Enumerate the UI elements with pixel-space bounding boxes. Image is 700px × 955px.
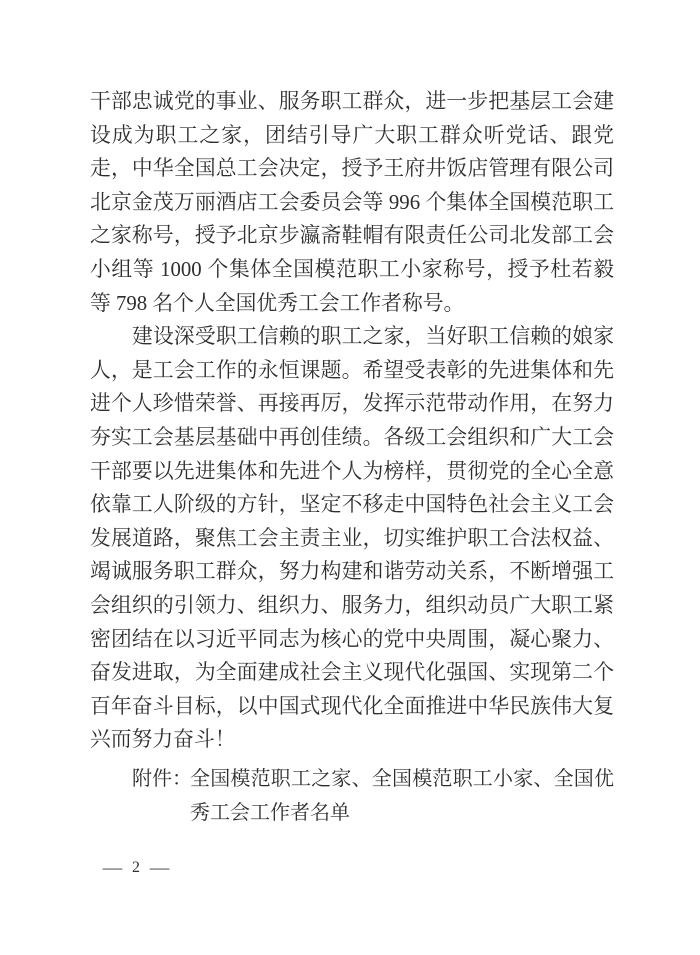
page-number-dash-right: — xyxy=(149,858,170,877)
attachment-title: 全国模范职工之家、全国模范职工小家、全国优秀工会工作者名单 xyxy=(190,768,614,824)
attachment-note xyxy=(132,763,614,830)
page-number-value: 2 xyxy=(132,859,140,876)
body-paragraph: 建设深受职工信赖的职工之家，当好职工信赖的娘家人，是工会工作的永恒课题。希望受表彰的先进集体和先进个人珍惜荣誉、再接再厉，发挥示范带动作用，在努力夯实工会基层基础中再创佳绩。各级工会组织和广大工会干部要以先进集体和先进个人为榜样，贯彻党的全心全意依靠工人阶级的方针，坚定不移走中国特色社会主义工会发展道路，聚焦工会主责主业，切实维护职工合法权益、竭诚服务职工群众，努力构建和谐劳动关系，不断增强工会组织的引领力、组织力、服务力，组织动员广大职工紧密团结在以习近平同志为核心的党中央周围，凝心聚力、奋发进取，为全面建成社会主义现代化强国、实现第二个百年奋斗目标，以中国式现代化全面推进中华民族伟大复兴而努力奋斗！ xyxy=(90,325,614,752)
page-number-dash-left: — xyxy=(102,858,123,877)
page-number xyxy=(104,857,168,879)
attachment-label: 附件： xyxy=(132,768,192,790)
body-text-block xyxy=(90,85,614,757)
body-paragraph-continuation: 干部忠诚党的事业、服务职工群众，进一步把基层工会建设成为职工之家，团结引导广大职工群众听党话、跟党走，中华全国总工会决定，授予王府井饭店管理有限公司北京金茂万丽酒店工会委员会等 996 个集体全国模范职工之家称号，授予北京步瀛斋鞋帽有限责任公司北发部工会小组等 1000 个集体全国模范职工小家称号，授予杜若毅等 798 名个人全国优秀工会工作者称号。 xyxy=(90,90,614,315)
